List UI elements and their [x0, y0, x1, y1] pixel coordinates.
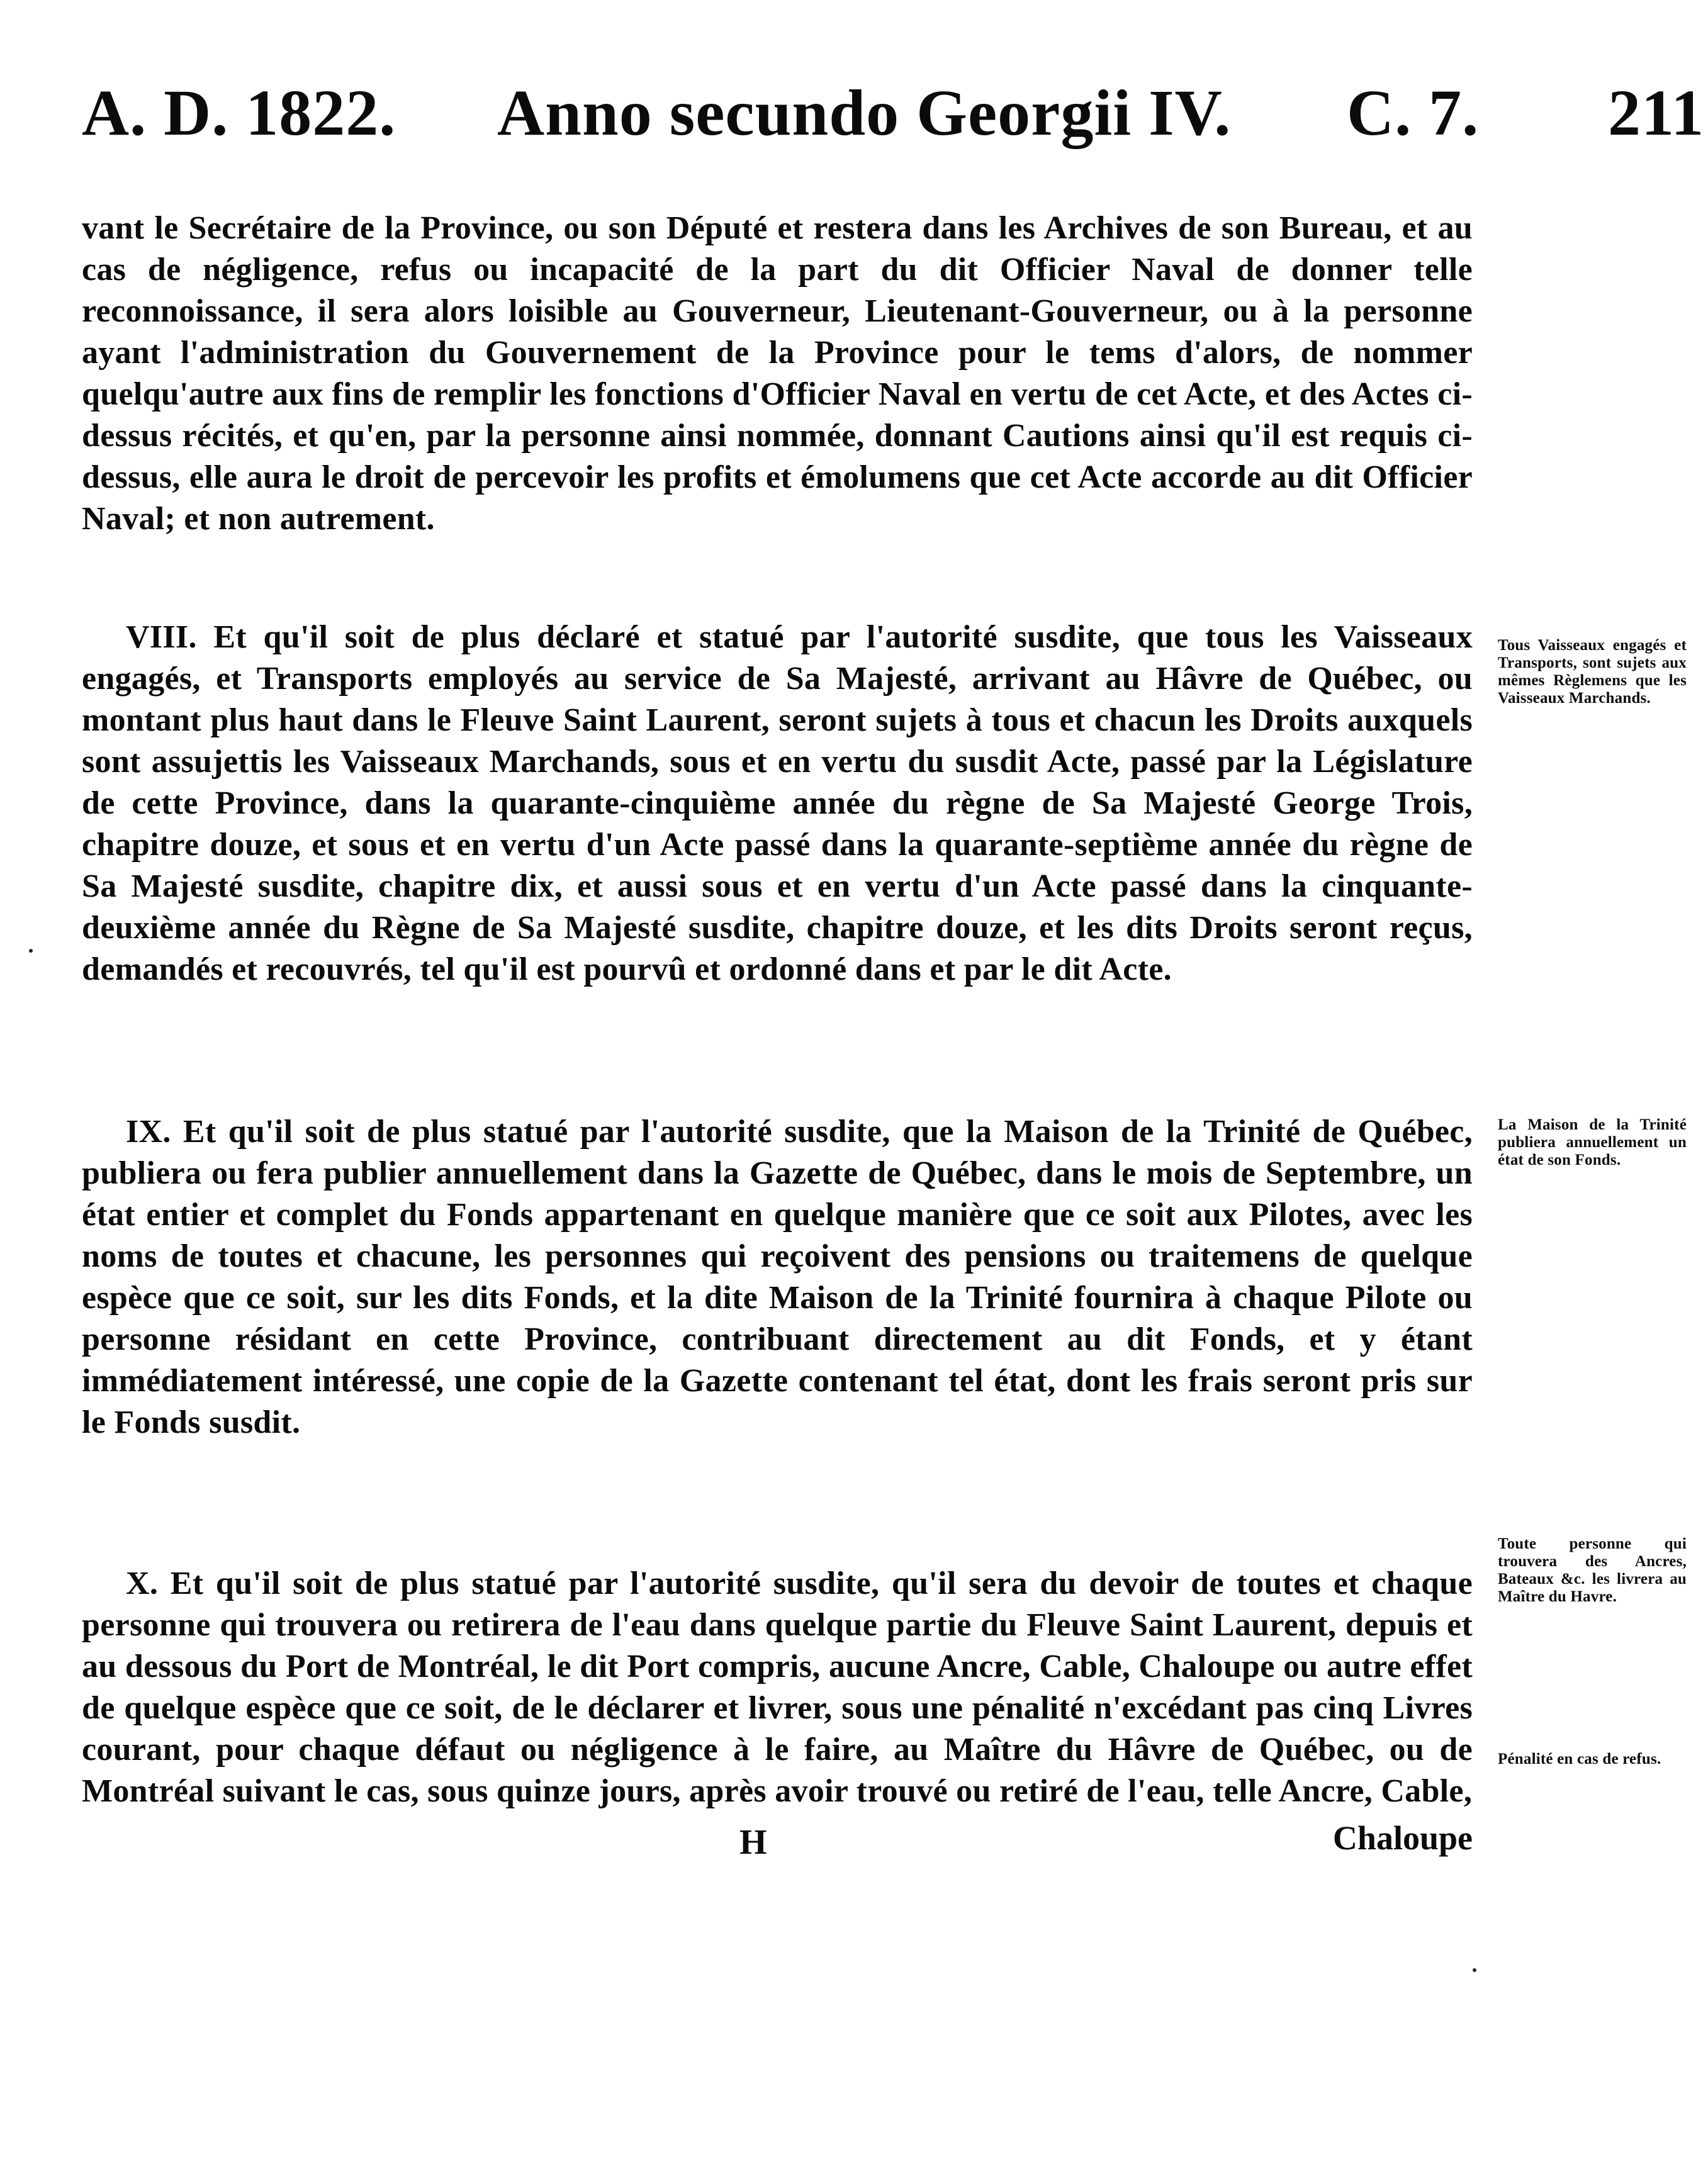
header-year: A. D. 1822. [82, 77, 396, 149]
body-text [82, 208, 1473, 1809]
scan-speck [1473, 1968, 1476, 1972]
running-header [82, 76, 1705, 151]
scan-speck [29, 949, 33, 953]
paragraph-section-ix: IX. Et qu'il soit de plus statué par l'autorité susdite, que la Maison de la Trinité de Québec, publiera ou fera publier annuellement dans la Gazette de Québec, dans le mois de Septembre, un état entier et complet du Fonds appartenant en quelque manière que ce soit aux Pilotes, avec les noms de toutes et chacune, les personnes qui reçoivent des pensions ou traitemens de quelque espèce que ce soit, sur les dits Fonds, et la dite Maison de la Trinité fournira à chaque Pilote ou personne résidant en cette Province, contribuant directement au dit Fonds, et y étant immédiatement intéressé, une copie de la Gazette contenant tel état, dont les frais seront pris sur le Fonds susdit. [82, 1114, 1473, 1440]
margin-note-anchors: Toute personne qui trouvera des Ancres, Bateaux &c. les livrera au Maître du Havre. [1498, 1535, 1687, 1605]
page-number: 211 [1608, 77, 1705, 149]
paragraph-section-x: X. Et qu'il soit de plus statué par l'autorité susdite, qu'il sera du devoir de toutes et chaque personne qui trouvera ou retirera de l'eau dans quelque partie du Fleuve Saint Laurent, depuis et au dessous du Port de Montréal, le dit Port compris, aucune Ancre, Cable, Chaloupe ou autre effet de quelque espèce que ce soit, de le déclarer et livrer, sous une pénalité n'excédant pas cinq Livres courant, pour chaque défaut ou négligence à le faire, au Maître du Hâvre de Québec, ou de Montréal suivant le cas, sous quinze jours, après avoir trouvé ou retiré de l'eau, telle Ancre, Cable, [82, 1566, 1473, 1809]
paragraph-continuation: vant le Secrétaire de la Province, ou son Député et restera dans les Archives de son Bureau, et au cas de négligence, refus ou incapacité de la part du dit Officier Naval de donner telle reconnoissance, il sera alors loisible au Gouverneur, Lieutenant-Gouverneur, ou à la personne ayant l'administration du Gouvernement de la Province pour le tems d'alors, de nommer quelqu'autre aux fins de remplir les fonctions d'Officier Naval en vertu de cet Acte, et des Actes ci-dessus récités, et qu'en, par la personne ainsi nommée, donnant Cautions ainsi qu'il est requis ci-dessus, elle aura le droit de percevoir les profits et émolumens que cet Acte accorde au dit Officier Naval; et non autrement. [82, 210, 1473, 537]
margin-note-penalty: Pénalité en cas de refus. [1498, 1751, 1661, 1768]
header-title: Anno secundo Georgii IV. [497, 77, 1232, 149]
paragraph-section-viii: VIII. Et qu'il soit de plus déclaré et statué par l'autorité susdite, que tous les Vaisseaux engagés, et Transports employés au service de Sa Majesté, arrivant au Hâvre de Québec, ou montant plus haut dans le Fleuve Saint Laurent, seront sujets à tous et chacun les Droits auxquels sont assujettis les Vaisseaux Marchands, sous et en vertu du susdit Acte, passé par la Législature de cette Province, dans la quarante-cinquième année du règne de Sa Majesté George Trois, chapitre douze, et sous et en vertu d'un Acte passé dans la quarante-septième année du règne de Sa Majesté susdite, chapitre dix, et aussi sous et en vertu d'un Acte passé dans la cinquante-deuxième année du Règne de Sa Majesté susdite, chapitre douze, et les dits Droits seront reçus, demandés et recouvrés, tel qu'il est pourvû et ordonné dans et par le dit Acte. [82, 619, 1473, 987]
margin-note-trinity-house: La Maison de la Trinité publiera annuellement un état de son Fonds. [1498, 1116, 1687, 1168]
signature-mark: H [739, 1823, 767, 1862]
catchword: Chaloupe [1332, 1819, 1473, 1857]
margin-note-vessels: Tous Vaisseaux engagés et Transports, sont sujets aux mêmes Règlemens que les Vaisseaux Marchands. [1498, 637, 1687, 707]
header-chapter: C. 7. [1347, 77, 1480, 149]
